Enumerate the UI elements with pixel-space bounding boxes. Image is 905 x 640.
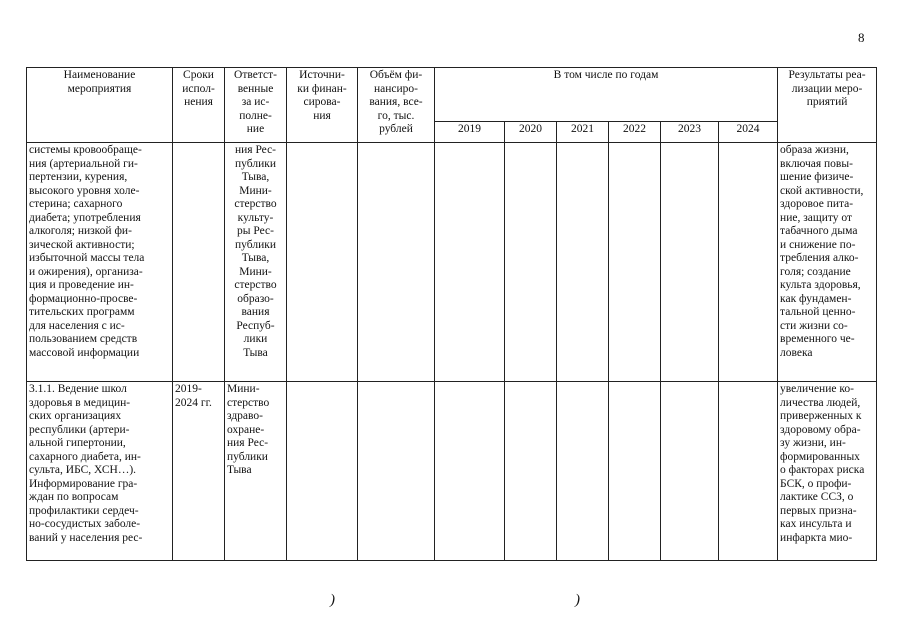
row-responsible-cell: ния Рес- публики Тыва, Мини- стерство культу- ры Рес- публики Тыва, Мини- стерство образо- вания Респуб- лики Тыва	[225, 143, 287, 382]
year-header-2021: 2021	[557, 121, 609, 142]
table-row	[27, 143, 877, 382]
year-header-2022: 2022	[609, 121, 661, 142]
header-row	[27, 68, 877, 122]
col-results-header: Результаты реа- лизации меро- приятий	[778, 68, 877, 143]
row-year-cell	[435, 143, 505, 382]
col-sources-header: Источни- ки финан- сирова- ния	[287, 68, 358, 143]
row-sources-cell	[287, 143, 358, 382]
row-year-cell	[609, 382, 661, 561]
col-volume-header: Объём фи- нансиро- вания, все- го, тыс. рублей	[358, 68, 435, 143]
row-results-cell: увеличение ко- личества людей, приверженных к здоровому обра- зу жизни, ин- формированных о факторах риска БСК, о профи- лактике ССЗ, о первых призна- ках инсульта и инфаркта мио-	[778, 382, 877, 561]
action-plan-table	[26, 67, 877, 561]
col-terms-header: Сроки испол- нения	[173, 68, 225, 143]
row-year-cell	[719, 143, 778, 382]
year-header-2020: 2020	[505, 121, 557, 142]
col-years-group-header: В том числе по годам	[435, 68, 778, 122]
row-year-cell	[661, 382, 719, 561]
col-name-header: Наименование мероприятия	[27, 68, 173, 143]
year-header-2019: 2019	[435, 121, 505, 142]
row-year-cell	[557, 382, 609, 561]
row-name-cell: системы кровообраще- ния (артериальной ги- пертензии, курения, высокого уровня холе- стерина; сахарного диабета; употребления алкоголя; низкой фи- зической активности; избыточной массы тела и ожирения), организа- ция и проведение ин- формационно-просве- тительских программ для населения с ис- пользованием средств массовой информации	[27, 143, 173, 382]
row-volume-cell	[358, 382, 435, 561]
row-year-cell	[505, 143, 557, 382]
row-year-cell	[719, 382, 778, 561]
row-year-cell	[505, 382, 557, 561]
row-responsible-cell: Мини- стерство здраво- охране- ния Рес- публики Тыва	[225, 382, 287, 561]
year-header-2024: 2024	[719, 121, 778, 142]
row-terms-cell	[173, 143, 225, 382]
row-name-cell: 3.1.1. Ведение школ здоровья в медицин- ских организациях республики (артери- альной гипертонии, сахарного диабета, ин- сульта, ИБС, ХСН…). Информирование гра- ждан по вопросам профилактики сердеч- но-сосудистых заболе- ваний у населения рес-	[27, 382, 173, 561]
bottom-mark: )	[330, 592, 335, 608]
year-header-2023: 2023	[661, 121, 719, 142]
row-volume-cell	[358, 143, 435, 382]
bottom-mark: )	[575, 592, 580, 608]
row-year-cell	[435, 382, 505, 561]
page-number: 8	[858, 30, 865, 45]
row-year-cell	[661, 143, 719, 382]
row-results-cell: образа жизни, включая повы- шение физиче- ской активности, здоровое пита- ние, защиту от табачного дыма и снижение по- требления алко- голя; создание культа здоровья, как фундамен- тальной ценно- сти жизни со- временного че- ловека	[778, 143, 877, 382]
row-sources-cell	[287, 382, 358, 561]
row-year-cell	[557, 143, 609, 382]
table-row	[27, 382, 877, 561]
row-year-cell	[609, 143, 661, 382]
row-terms-cell: 2019- 2024 гг.	[173, 382, 225, 561]
col-responsible-header: Ответст- венные за ис- полне- ние	[225, 68, 287, 143]
